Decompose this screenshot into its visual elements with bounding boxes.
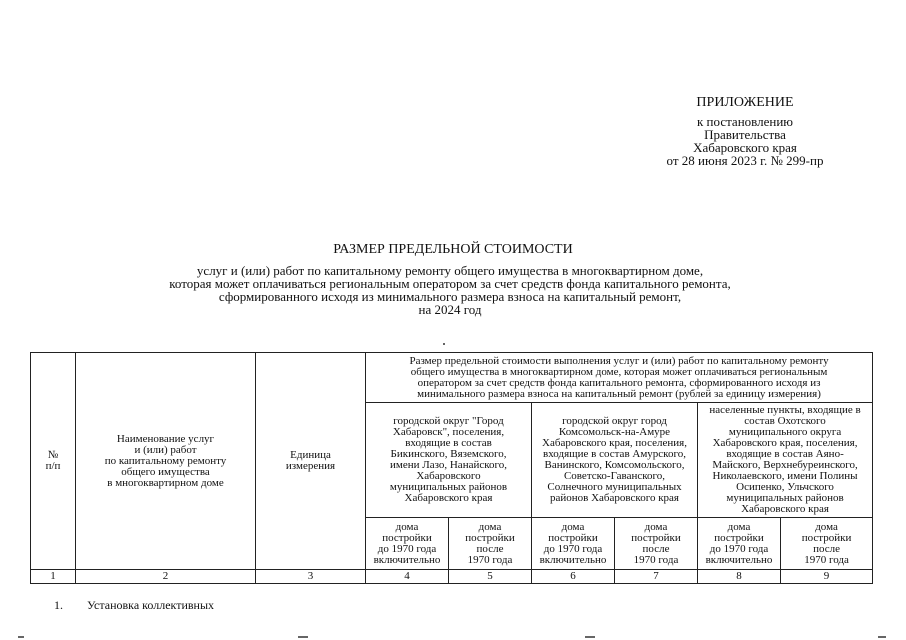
first-row-label [54, 598, 214, 613]
appendix-line: к постановлению [696, 114, 794, 129]
column-number: 6 [532, 570, 615, 584]
header-region-komsomolsk: городской округ город Комсомольск-на-Амуре Хабаровского края, поселения, входящие в состав Амурского, Ванинского, Комсомольского, Советско-Гаванского, Солнечного муниципальных районов Хабаровского края [532, 403, 698, 518]
header-region-khabarovsk: городской округ "Город Хабаровск", поселения, входящие в состав Бикинского, Вяземского, имени Лазо, Нанайского, Хабаровского муниципальных районов Хабаровского края [366, 403, 532, 518]
document-title: РАЗМЕР ПРЕДЕЛЬНОЙ СТОИМОСТИ [333, 242, 573, 257]
header-sub-after-1970: дома постройки после 1970 года [615, 518, 698, 570]
column-number: 1 [31, 570, 76, 584]
appendix-heading: ПРИЛОЖЕНИЕ [696, 95, 794, 110]
subtitle-line: которая может оплачиваться региональным оператором за счет средств фонда капитального ремонта, [169, 276, 731, 291]
row-number: 1. [54, 598, 63, 612]
appendix-block [650, 96, 840, 167]
subtitle-line: на 2024 год [418, 302, 482, 317]
cost-table [30, 352, 873, 584]
stray-dot [443, 343, 445, 345]
header-cost: Размер предельной стоимости выполнения услуг и (или) работ по капитальному ремонту общего имущества в многоквартирном доме, которая может оплачиваться региональным оператором за счет средств фонда капитального ремонта, сформированного исходя из минимального размера взноса на капитальный ремонт (рублей за единицу измерения) [366, 353, 873, 403]
appendix-line: от 28 июня 2023 г. № 299-пр [666, 153, 824, 168]
header-num: № п/п [31, 353, 76, 570]
subtitle-line: сформированного исходя из минимального размера взноса на капитальный ремонт, [218, 289, 682, 304]
header-sub-before-1970: дома постройки до 1970 года включительно [366, 518, 449, 570]
header-region-okhotsk: населенные пункты, входящие в состав Охотского муниципального округа Хабаровского края, поселения, входящие в состав Аяно- Майского, Верхнебуреинского, Николаевского, имени Полины Осипенко, Ульчского муниципальных районов Хабаровского края [698, 403, 873, 518]
header-service-name: Наименование услуг и (или) работ по капитальному ремонту общего имущества в многоквартирном доме [76, 353, 256, 570]
row-text: Установка коллективных [87, 598, 215, 612]
column-number: 9 [781, 570, 873, 584]
header-sub-after-1970: дома постройки после 1970 года [781, 518, 873, 570]
appendix-line: Правительства [704, 127, 786, 142]
page-cut-edge [0, 634, 906, 640]
header-sub-before-1970: дома постройки до 1970 года включительно [698, 518, 781, 570]
column-number: 7 [615, 570, 698, 584]
header-unit: Единица измерения [256, 353, 366, 570]
column-number-row [31, 570, 873, 584]
column-number: 8 [698, 570, 781, 584]
document-subtitle [100, 264, 800, 316]
appendix-line: Хабаровского края [693, 140, 797, 155]
column-number: 3 [256, 570, 366, 584]
subtitle-line: услуг и (или) работ по капитальному ремонту общего имущества в многоквартирном доме, [196, 263, 704, 278]
column-number: 2 [76, 570, 256, 584]
header-sub-before-1970: дома постройки до 1970 года включительно [532, 518, 615, 570]
column-number: 4 [366, 570, 449, 584]
header-sub-after-1970: дома постройки после 1970 года [449, 518, 532, 570]
column-number: 5 [449, 570, 532, 584]
